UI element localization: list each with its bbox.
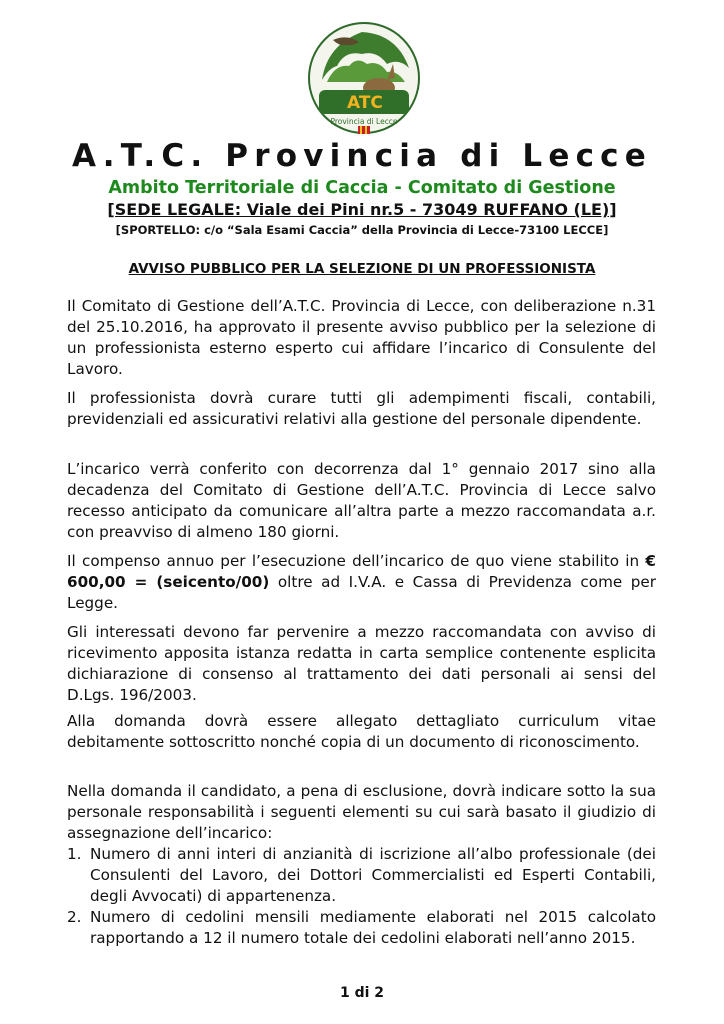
paragraph-4 [67, 551, 656, 614]
paragraph-2: Il professionista dovrà curare tutti gli adempimenti fiscali, contabili, previdenziali ed assicurativi relativi alla gestione del personale dipendente. [67, 389, 656, 428]
compensation-amount: € 600,00 = (seicento/00) [67, 552, 656, 591]
paragraph-7: Nella domanda il candidato, a pena di esclusione, dovrà indicare sotto la sua personale responsabilità i seguenti elementi su cui sarà basato il giudizio di assegnazione dell’incarico: [67, 782, 656, 842]
page-subtitle: Ambito Territoriale di Caccia - Comitato di Gestione [108, 178, 616, 198]
paragraph-4-start: Il compenso annuo per l’esecuzione dell’incarico de quo viene stabilito in [67, 552, 646, 570]
notice-heading: AVVISO PUBBLICO PER LA SELEZIONE DI UN PROFESSIONISTA [128, 261, 596, 277]
atc-logo [307, 20, 421, 136]
paragraph-5: Gli interessati devono far pervenire a mezzo raccomandata con avviso di ricevimento apposita istanza redatta in carta semplice contenente esplicita dichiarazione di consenso al trattamento dei dati personali ai sensi del D.Lgs. 196/2003. [67, 623, 656, 704]
page-title: A.T.C. Provincia di Lecce [72, 138, 652, 174]
logo-brand-text: ATC [347, 93, 383, 113]
list-item-text: Numero di cedolini mensili mediamente elaborati nel 2015 calcolato rapportando a 12 il numero totale dei cedolini elaborati nell’anno 2015. [90, 908, 656, 947]
logo-caption-text: Provincia di Lecce [330, 117, 398, 126]
list-item [67, 907, 656, 949]
list-item-text: Numero di anni interi di anzianità di iscrizione all’albo professionale (dei Consulenti del Lavoro, dei Dottori Commercialisti ed Esperti Contabili, degli Avvocati) di appartenenza. [90, 845, 656, 905]
paragraph-3: L’incarico verrà conferito con decorrenza dal 1° gennaio 2017 sino alla decadenza del Comitato di Gestione dell’A.T.C. Provincia di Lecce salvo recesso anticipato da comunicare all’altra parte a mezzo raccomandata a.r. con preavviso di almeno 180 giorni. [67, 460, 656, 541]
sportello-address: [SPORTELLO: c/o “Sala Esami Caccia” della Provincia di Lecce-73100 LECCE] [115, 223, 609, 237]
list-item [67, 844, 656, 907]
sede-legale-text: [SEDE LEGALE: Viale dei Pini nr.5 - 73049 RUFFANO (LE)] [107, 200, 617, 219]
criteria-list [67, 844, 656, 949]
page-number: 1 di 2 [339, 985, 385, 1001]
paragraph-4-end: oltre ad I.V.A. e Cassa di Previdenza come per Legge. [67, 573, 656, 612]
list-item-number: 1. [67, 845, 82, 863]
paragraph-6: Alla domanda dovrà essere allegato dettagliato curriculum vitae debitamente sottoscritto nonché copia di un documento di riconoscimento. [67, 712, 656, 751]
sede-legale [0, 200, 724, 219]
paragraph-1: Il Comitato di Gestione dell’A.T.C. Provincia di Lecce, con deliberazione n.31 del 25.10.2016, ha approvato il presente avviso pubblico per la selezione di un professionista esterno esperto cui affidare l’incarico di Consulente del Lavoro. [67, 297, 656, 378]
list-item-number: 2. [67, 908, 82, 926]
